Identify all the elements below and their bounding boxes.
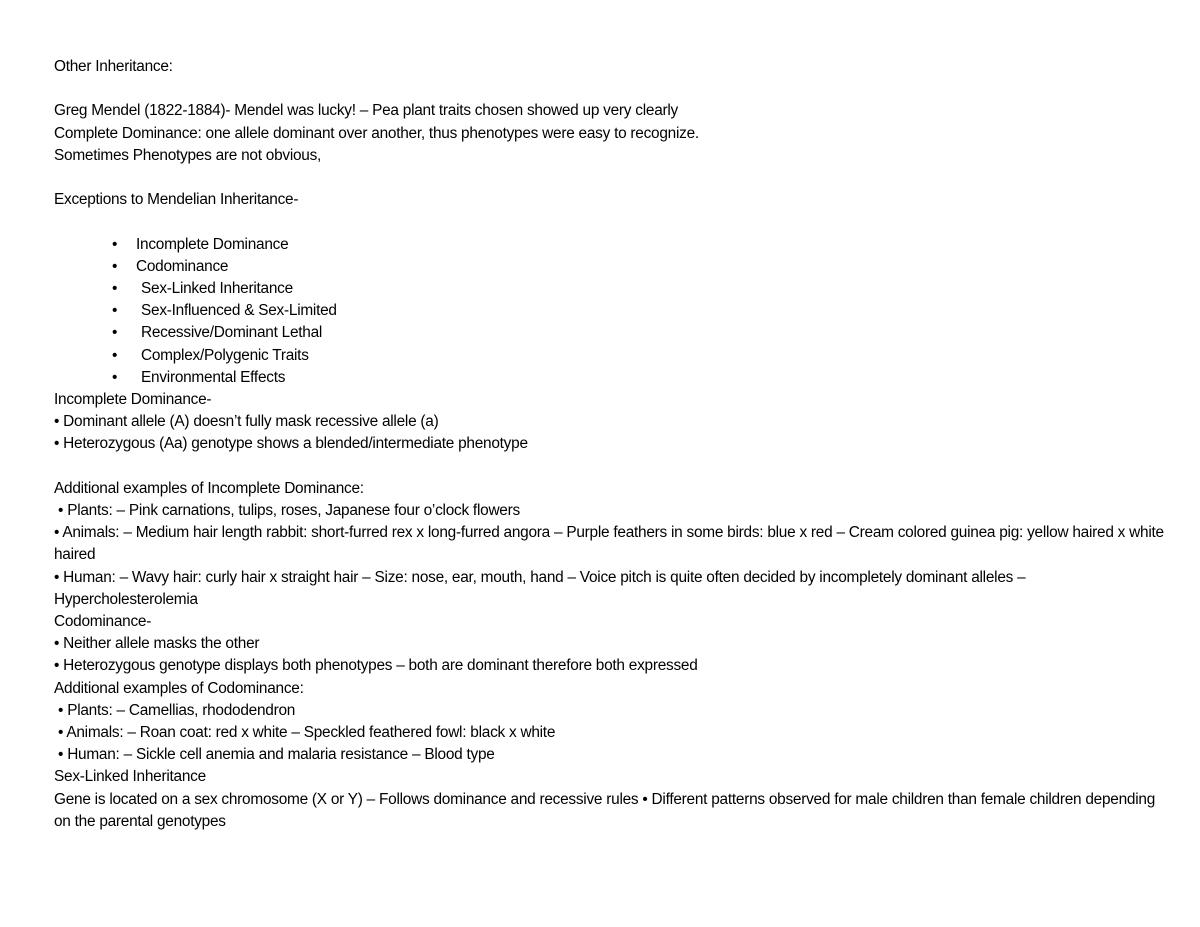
incomplete-dominance-heading: Incomplete Dominance-	[54, 391, 212, 408]
intro-line-mendel: Greg Mendel (1822-1884)- Mendel was lucky! – Pea plant traits chosen showed up very clearly	[54, 102, 678, 120]
intro-line-complete-dominance: Complete Dominance: one allele dominant over another, thus phenotypes were easy to recognize.	[54, 124, 699, 142]
intro-line-phenotypes: Sometimes Phenotypes are not obvious,	[54, 146, 322, 164]
incomplete-dominance-point: • Dominant allele (A) doesn’t fully mask recessive allele (a)	[54, 413, 439, 431]
spacer	[54, 456, 1164, 478]
spacer	[54, 78, 1164, 100]
incomplete-examples-heading: Additional examples of Incomplete Dominance:	[54, 479, 364, 497]
incomplete-dominance-point: • Heterozygous (Aa) genotype shows a blended/intermediate phenotype	[54, 435, 528, 453]
bullet-icon: •	[112, 324, 118, 342]
bullet-icon: •	[112, 346, 118, 364]
codominance-examples-plants: • Plants: – Camellias, rhododendron	[54, 701, 296, 719]
list-item-label: Sex-Influenced & Sex-Limited	[141, 302, 337, 320]
list-item	[54, 300, 1164, 322]
codominance-examples-human: • Human: – Sickle cell anemia and malaria resistance – Blood type	[54, 746, 495, 764]
list-item	[54, 345, 1164, 367]
codominance-point: • Heterozygous genotype displays both phenotypes – both are dominant therefore both expressed	[54, 657, 698, 675]
list-item	[54, 278, 1164, 300]
sex-linked-heading: Sex-Linked Inheritance	[54, 768, 206, 786]
codominance-examples-animals: • Animals: – Roan coat: red x white – Speckled feathered fowl: black x white	[54, 724, 556, 742]
list-item	[54, 322, 1164, 344]
bullet-icon: •	[112, 235, 118, 253]
list-item-label: Environmental Effects	[141, 368, 286, 386]
exceptions-list	[54, 234, 1164, 389]
bullet-icon: •	[112, 279, 118, 297]
list-item	[54, 256, 1164, 278]
list-item-label: Incomplete Dominance	[136, 235, 289, 253]
list-item	[54, 234, 1164, 256]
list-item-label: Sex-Linked Inheritance	[141, 279, 293, 297]
document-title: Other Inheritance:	[54, 58, 173, 75]
list-item-label: Codominance	[136, 257, 229, 275]
list-item	[54, 367, 1164, 389]
bullet-icon: •	[112, 302, 118, 320]
bullet-icon: •	[112, 368, 118, 386]
codominance-point: • Neither allele masks the other	[54, 635, 260, 653]
exceptions-heading: Exceptions to Mendelian Inheritance-	[54, 191, 299, 209]
sex-linked-body: Gene is located on a sex chromosome (X or Y) – Follows dominance and recessive rules • Different patterns observed for male children than female children depending on the parental genotypes	[54, 790, 1156, 830]
list-item-label: Complex/Polygenic Traits	[141, 346, 309, 364]
incomplete-examples-plants: • Plants: – Pink carnations, tulips, roses, Japanese four o’clock flowers	[54, 502, 520, 519]
spacer	[54, 211, 1164, 233]
document-page	[54, 56, 1164, 833]
bullet-icon: •	[112, 257, 118, 275]
spacer	[54, 167, 1164, 189]
codominance-heading: Codominance-	[54, 613, 152, 631]
list-item-label: Recessive/Dominant Lethal	[141, 324, 323, 342]
incomplete-examples-human: • Human: – Wavy hair: curly hair x straight hair – Size: nose, ear, mouth, hand – Voice pitch is quite often decided by incompletely dominant alleles – Hypercholesterolemia	[54, 568, 1026, 608]
codominance-examples-heading: Additional examples of Codominance:	[54, 679, 304, 697]
incomplete-examples-animals: • Animals: – Medium hair length rabbit: short-furred rex x long-furred angora – Purple feathers in some birds: blue x red – Cream colored guinea pig: yellow haired x white haired	[54, 524, 1164, 564]
